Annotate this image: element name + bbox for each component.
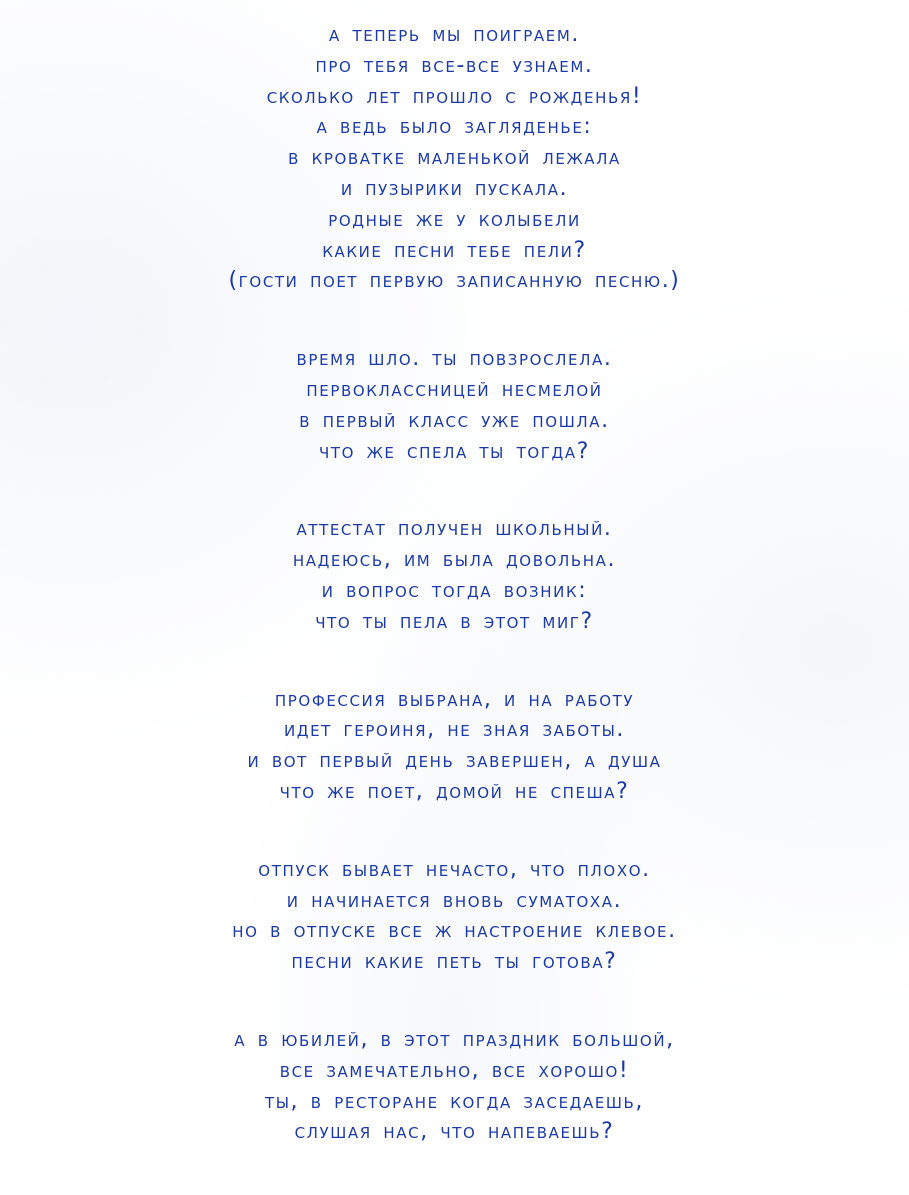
poem-line: надеюсь, им была довольна. (292, 547, 617, 573)
poem-line: а в юбилей, в этот праздник большой, (234, 1026, 675, 1052)
stanza-2 (0, 344, 909, 467)
stanza-6 (0, 1025, 909, 1148)
poem-line: время шло. ты повзрослела. (296, 346, 613, 372)
stanza-4 (0, 685, 909, 808)
poem-line: (гости поет первую записанную песню.) (228, 268, 681, 294)
poem-line: аттестат получен школьный. (296, 516, 613, 542)
poem-line: и начинается вновь суматоха. (286, 887, 623, 913)
poem-line: но в отпуске все ж настроение клевое. (232, 918, 677, 944)
poem-line: слушая нас, что напеваешь? (294, 1119, 615, 1145)
poem-line: что же спела ты тогда? (318, 438, 590, 464)
stanza-3 (0, 514, 909, 637)
poem-line: первоклассницей несмелой (306, 376, 603, 402)
poem-line: профессия выбрана, и на работу (274, 686, 635, 712)
poem-line: идет героиня, не зная заботы. (283, 717, 626, 743)
poem-line: что же поет, домой не спеша? (279, 778, 630, 804)
poem-line: сколько лет прошло с рожденья! (266, 83, 643, 109)
poem-line: и вопрос тогда возник: (321, 577, 588, 603)
poem-line: и пузырики пускала. (340, 175, 569, 201)
poem-line: ты, в ресторане когда заседаешь, (264, 1088, 645, 1114)
poem-text (0, 20, 909, 1195)
poem-line: что ты пела в этот миг? (315, 608, 594, 634)
poem-line: в первый класс уже пошла. (299, 407, 610, 433)
poem-line: и вот первый день завершен, а душа (247, 748, 662, 774)
poem-line: все замечательно, все хорошо! (279, 1057, 630, 1083)
poem-line: отпуск бывает нечасто, что плохо. (258, 856, 651, 882)
poem-line: в кроватке маленькой лежала (288, 145, 621, 171)
poem-line: про тебя все-все узнаем. (315, 52, 594, 78)
poem-line: песни какие петь ты готова? (291, 949, 618, 975)
poem-line: а теперь мы поиграем. (329, 22, 580, 47)
stanza-5 (0, 855, 909, 978)
poem-line: а ведь было загляденье: (316, 114, 593, 140)
poem-line: какие песни тебе пели? (322, 237, 587, 263)
poem-line: родные же у колыбели (328, 206, 581, 232)
stanza-1 (0, 20, 909, 297)
